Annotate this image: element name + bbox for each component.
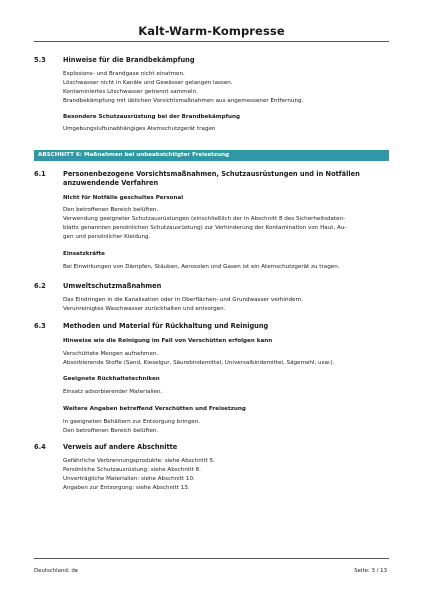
section-title: Verweis auf andere Abschnitte bbox=[63, 443, 178, 451]
section-title-line: anzuwendende Verfahren bbox=[63, 179, 159, 187]
footer-country: Deutschland: de bbox=[34, 568, 79, 574]
section-6-banner-label: ABSCHNITT 6: Maßnahmen bei unbeabsichtigter Freisetzung bbox=[38, 152, 230, 158]
subheading: Weitere Angaben betreffend Verschütten und Freisetzung bbox=[63, 406, 246, 412]
text-line: Löschwasser nicht in Kanäle und Gewässer gelangen lassen. bbox=[63, 80, 233, 86]
section-title: Methoden und Material für Rückhaltung und Reinigung bbox=[63, 322, 269, 330]
section-number: 6.4 bbox=[34, 443, 46, 451]
text-line: In geeigneten Behältern zur Entsorgung bringen. bbox=[63, 419, 201, 425]
subheading: Hinweise wie die Reinigung im Fall von Verschütten erfolgen kann bbox=[63, 338, 273, 344]
text-line: Verschüttete Mengen aufnehmen. bbox=[63, 351, 159, 357]
subheading: Geeignete Rückhaltetechniken bbox=[63, 376, 160, 382]
section-6-banner bbox=[34, 150, 389, 161]
section-6-2-text bbox=[63, 296, 393, 314]
text-line: Persönliche Schutzausrüstung: siehe Abschnitt 8. bbox=[63, 467, 201, 473]
section-number: 6.3 bbox=[34, 322, 46, 330]
page-title: Kalt-Warm-Kompresse bbox=[138, 24, 285, 38]
text-line: gen und persönlicher Kleidung. bbox=[63, 234, 151, 240]
footer-rule bbox=[34, 558, 389, 559]
subheading: Einsatzkräfte bbox=[63, 251, 105, 257]
text-line: Absorbierende Stoffe (Sand, Kieselgur, Säurebindemittel, Universalbindemittel, Sägemehl, usw.). bbox=[63, 360, 335, 366]
text-line: Bei Einwirkungen von Dämpfen, Stäuben, Aerosolen und Gasen ist ein Atemschutzgerät zu tragen. bbox=[63, 264, 340, 270]
text-line: Angaben zur Entsorgung: siehe Abschnitt 13. bbox=[63, 485, 190, 491]
text-line: Verunreinigtes Waschwasser zurückhalten und entsorgen. bbox=[63, 306, 226, 312]
text-line: Den betroffenen Bereich belüften. bbox=[63, 207, 159, 213]
text-line: Brandbekämpfung mit üblichen Vorsichtsmaßnahmen aus angemessener Entfernung. bbox=[63, 98, 304, 104]
text-line: Umgebungsluftunabhängiges Atemschutzgerät tragen bbox=[63, 126, 216, 132]
section-title-line: Personenbezogene Vorsichtsmaßnahmen, Schutzausrüstungen und in Notfällen bbox=[63, 170, 360, 178]
text-line: Unverträgliche Materialien: siehe Abschnitt 10. bbox=[63, 476, 195, 482]
text-line: Das Eindringen in die Kanalisation oder in Oberflächen- und Grundwasser verhindern. bbox=[63, 297, 304, 303]
section-number: 6.1 bbox=[34, 170, 46, 178]
section-5-3-text bbox=[63, 70, 393, 106]
header-rule bbox=[34, 41, 389, 42]
text-line: Kontaminiertes Löschwasser getrennt sammeln. bbox=[63, 89, 198, 95]
section-number: 5.3 bbox=[34, 56, 46, 64]
section-6-3-subtext-2 bbox=[63, 388, 393, 397]
text-line: Gefährliche Verbrennungsprodukte: siehe Abschnitt 5. bbox=[63, 458, 215, 464]
text-line: Einsatz adsorbierender Materialien. bbox=[63, 389, 163, 395]
section-6-4-text bbox=[63, 457, 393, 493]
section-6-1-subtext-1 bbox=[63, 206, 393, 242]
section-title: Hinweise für die Brandbekämpfung bbox=[63, 56, 195, 64]
subheading: Nicht für Notfälle geschultes Personal bbox=[63, 195, 184, 201]
section-6-3-subtext-3 bbox=[63, 418, 393, 436]
text-line: Verwendung geeigneter Schutzausrüstungen (einschließlich der in Abschnitt 8 des Sicherheitsdaten- bbox=[63, 216, 346, 222]
section-5-3-subtext bbox=[63, 125, 393, 134]
text-line: Den betroffenen Bereich belüften. bbox=[63, 428, 159, 434]
section-title bbox=[63, 170, 389, 188]
section-6-3-subtext-1 bbox=[63, 350, 393, 368]
section-number: 6.2 bbox=[34, 282, 46, 290]
section-title: Umweltschutzmaßnahmen bbox=[63, 282, 162, 290]
text-line: blatts genannten persönlichen Schutzausrüstung) zur Verhinderung der Kontamination von Haut, Au- bbox=[63, 225, 347, 231]
text-line: Explosions- und Brandgase nicht einatmen. bbox=[63, 71, 185, 77]
subheading: Besondere Schutzausrüstung bei der Brandbekämpfung bbox=[63, 114, 240, 120]
footer-page-number: Seite: 3 / 13 bbox=[354, 568, 387, 574]
section-6-1-subtext-2 bbox=[63, 263, 393, 272]
